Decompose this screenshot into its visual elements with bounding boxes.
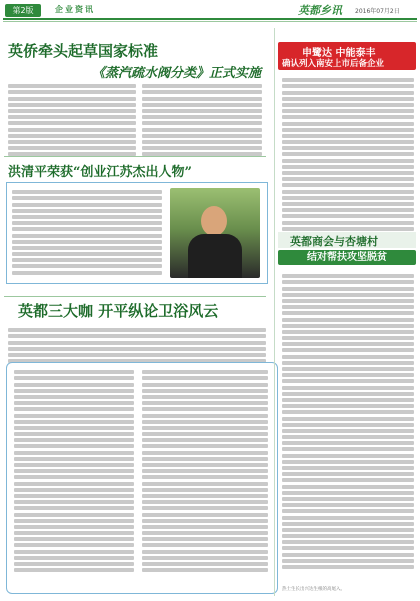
story2-title: 洪清平荣获“创业江苏杰出人物” bbox=[8, 165, 192, 180]
story2-text bbox=[12, 188, 162, 277]
portrait-suit bbox=[188, 234, 242, 278]
right2-title1: 英都商会与杏塘村 bbox=[290, 235, 378, 248]
right2-title2: 结对帮扶攻坚脱贫 bbox=[278, 250, 416, 265]
story3-col1 bbox=[14, 368, 134, 574]
right1-title2: 确认列入南安上市后备企业 bbox=[282, 59, 385, 69]
story1-subtitle: 《蒸汽疏水阀分类》正式实施 bbox=[92, 66, 262, 81]
section-title: 企业资讯 bbox=[55, 5, 95, 14]
story3-col2 bbox=[142, 368, 268, 574]
story1-col2 bbox=[142, 82, 262, 158]
divider bbox=[4, 296, 266, 297]
right1-text bbox=[282, 76, 414, 245]
story1-title: 英侨牵头起草国家标准 bbox=[8, 42, 159, 60]
right1-header bbox=[278, 42, 416, 70]
issue-date: 2016年07月2日 bbox=[355, 8, 400, 15]
brand-logo: 英都乡讯 bbox=[298, 4, 342, 17]
footer-note: 热土生长出兴达生根的高尾入。 bbox=[282, 587, 345, 592]
right2-text bbox=[282, 272, 414, 571]
story3-lead bbox=[8, 326, 266, 365]
divider bbox=[4, 156, 266, 157]
header-rule-thin bbox=[3, 21, 417, 22]
story3-title: 英都三大咖 开平纵论卫浴风云 bbox=[18, 302, 219, 320]
portrait-photo bbox=[170, 188, 260, 278]
portrait-face bbox=[201, 206, 227, 236]
column-divider bbox=[274, 28, 275, 596]
header-rule bbox=[3, 18, 417, 20]
page-number-badge: 第2版 bbox=[5, 4, 41, 17]
story1-col1 bbox=[8, 82, 136, 158]
right1-title1: 申鹭达 中能泰丰 bbox=[302, 48, 376, 59]
